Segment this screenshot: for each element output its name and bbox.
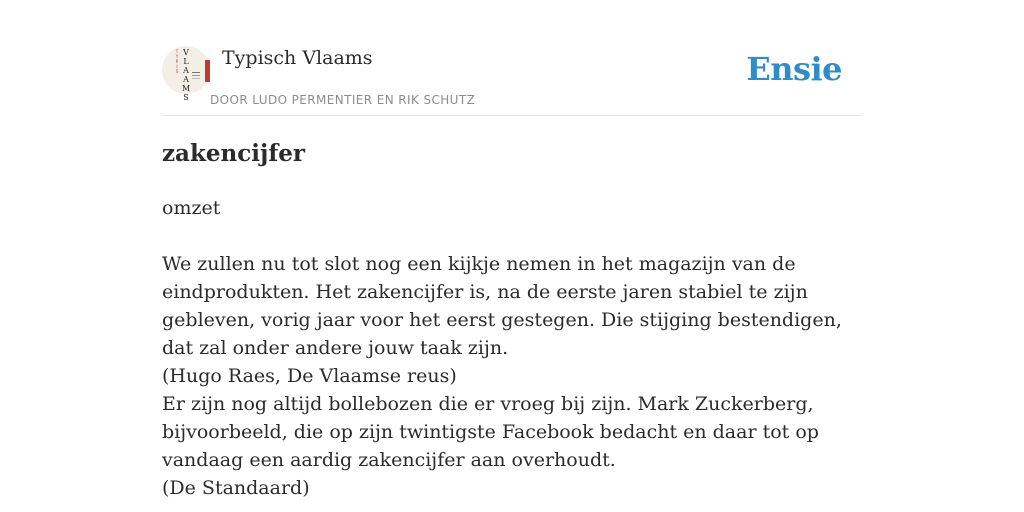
entry-examples bbox=[162, 250, 862, 502]
entry-word: zakencijfer bbox=[162, 140, 305, 167]
entry-definition: omzet bbox=[162, 197, 221, 219]
avatar-red-stripe bbox=[205, 60, 210, 82]
brand-logo[interactable]: Ensie bbox=[746, 50, 842, 88]
blog-title[interactable]: Typisch Vlaams bbox=[222, 47, 373, 69]
avatar-accent-text: T Y P I S bbox=[175, 49, 179, 74]
example-source: (De Standaard) bbox=[162, 477, 310, 499]
blog-byline: DOOR LUDO PERMENTIER EN RIK SCHUTZ bbox=[210, 93, 476, 107]
example-quote: Er zijn nog altijd bollebozen die er vroeg bij zijn. Mark Zuckerberg, bijvoorbeeld, die op zijn twintigste Facebook bedacht en daar tot op vandaag een aardig zakencijfer aan overhoudt. bbox=[162, 393, 819, 471]
page-header bbox=[162, 46, 862, 116]
example-quote: We zullen nu tot slot nog een kijkje nemen in het magazijn van de eindprodukten. Het zakencijfer is, na de eerste jaren stabiel te zijn gebleven, vorig jaar voor het eerst gestegen. Die stijging bestendigen, dat zal onder andere jouw taak zijn. bbox=[162, 253, 842, 359]
example-source: (Hugo Raes, De Vlaamse reus) bbox=[162, 365, 457, 387]
entry-content bbox=[162, 138, 862, 502]
avatar-lines bbox=[192, 72, 200, 73]
blog-avatar[interactable] bbox=[162, 46, 210, 102]
avatar-letters: V L A A M S bbox=[182, 48, 191, 102]
